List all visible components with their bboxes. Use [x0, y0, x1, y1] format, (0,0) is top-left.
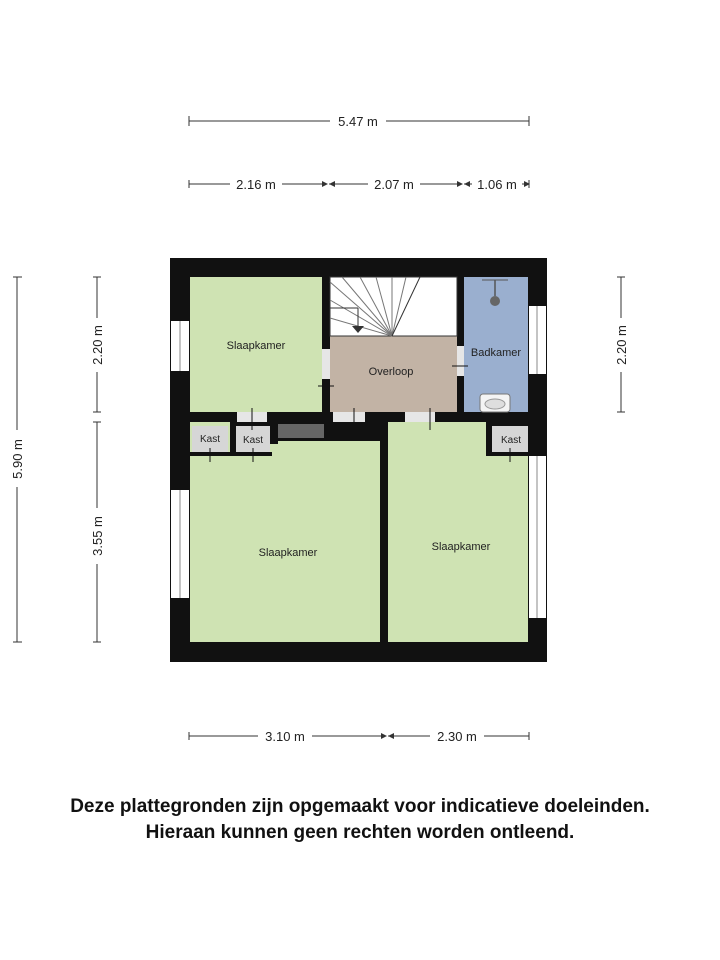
label-closet-2: Kast: [242, 435, 264, 446]
dim-left-lower: 3.55 m: [90, 516, 105, 556]
room-bedroom-bottom-right-ext: [486, 456, 528, 642]
label-bedroom-top-left: Slaapkamer: [226, 340, 286, 352]
closet-shelf: [278, 424, 324, 438]
label-landing: Overloop: [368, 366, 414, 378]
label-bedroom-bottom-left: Slaapkamer: [258, 547, 318, 559]
room-bedroom-bottom-right: [388, 422, 486, 642]
dim-top-total: 5.47 m: [338, 114, 378, 129]
dim-bottom-left: 3.10 m: [265, 729, 305, 744]
room-bedroom-bottom-left-strip: [272, 441, 380, 445]
dim-right-upper: 2.20 m: [614, 325, 629, 365]
sink-icon: [480, 394, 510, 412]
dim-left-upper: 2.20 m: [90, 325, 105, 365]
dim-left-total: 5.90 m: [10, 439, 25, 479]
dim-top-right: 1.06 m: [477, 177, 517, 192]
label-closet-1: Kast: [199, 434, 221, 445]
label-closet-3: Kast: [500, 435, 522, 446]
dim-top-left: 2.16 m: [236, 177, 276, 192]
dim-bottom-right: 2.30 m: [437, 729, 477, 744]
disclaimer-line-2: Hieraan kunnen geen rechten worden ontleend.: [145, 822, 575, 843]
room-bedroom-bottom-left: [190, 443, 380, 642]
dim-top-mid: 2.07 m: [374, 177, 414, 192]
label-bedroom-bottom-right: Slaapkamer: [431, 541, 491, 553]
disclaimer-line-1: Deze plattegronden zijn opgemaakt voor indicatieve doeleinden.: [70, 796, 650, 817]
label-bathroom: Badkamer: [470, 347, 522, 359]
